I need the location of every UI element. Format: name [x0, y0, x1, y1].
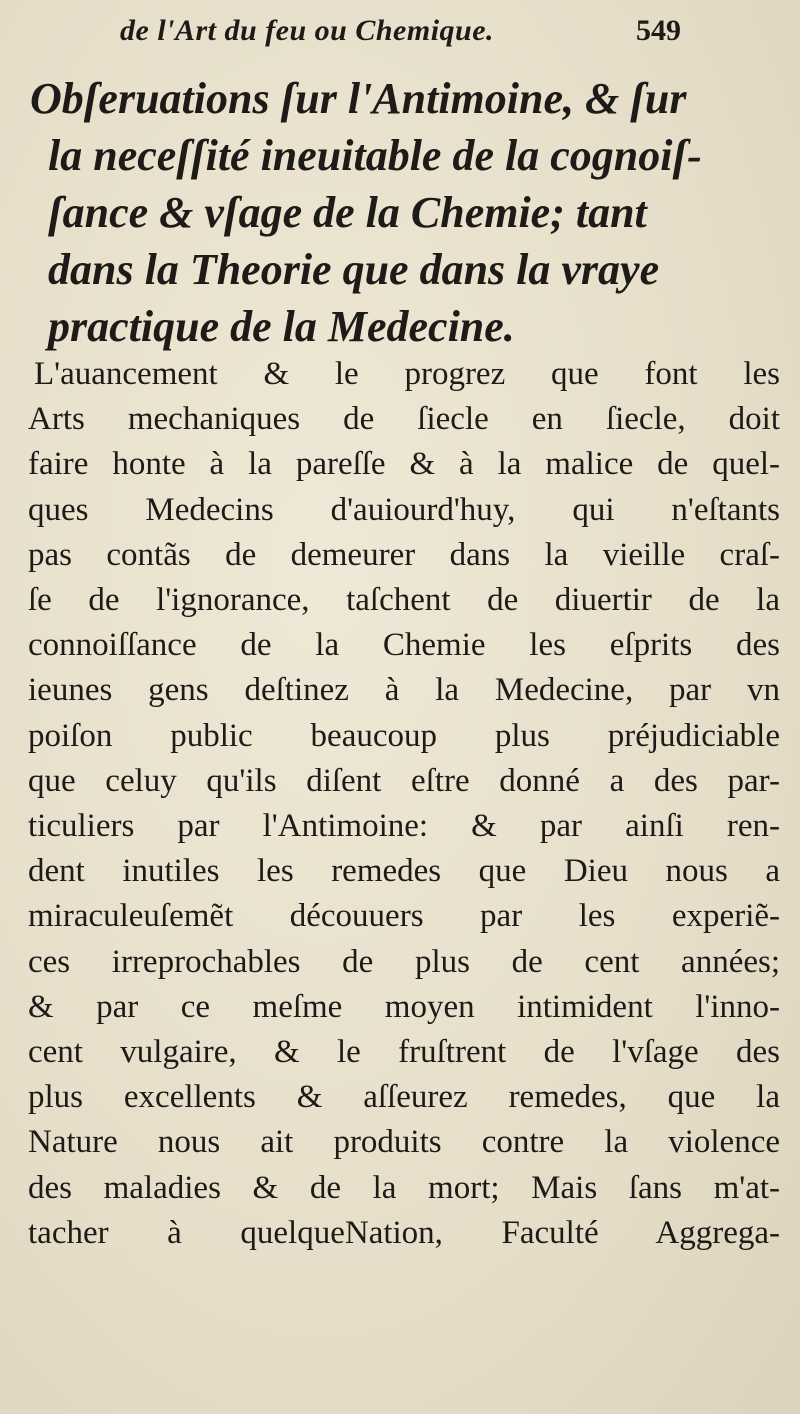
text-line: Nature nous ait produits contre la violence [28, 1124, 780, 1161]
heading-line: dans la Theorie que dans la vraye [48, 245, 660, 294]
text-line: ques Medecins d'auiourd'huy, qui n'eſtants [28, 491, 780, 528]
heading-line: practique de la Medecine. [48, 302, 515, 351]
text-line: Arts mechaniques de ſiecle en ſiecle, doit [28, 401, 780, 438]
text-line: ieunes gens deſtinez à la Medecine, par vn [28, 672, 780, 709]
body-paragraph [28, 352, 780, 1256]
text-line: plus excellents & aſſeurez remedes, que la [28, 1079, 780, 1116]
page-number: 549 [636, 14, 681, 47]
text-line: miraculeuſemẽt découuers par les experiẽ- [28, 898, 780, 935]
text-line: connoiſſance de la Chemie les eſprits des [28, 627, 780, 664]
running-title: de l'Art du feu ou Chemique. [120, 14, 495, 47]
heading-line: ſance & vſage de la Chemie; tant [48, 188, 647, 237]
text-line: ticuliers par l'Antimoine: & par ainſi ren- [28, 808, 780, 845]
text-line: des maladies & de la mort; Mais ſans m'at- [28, 1169, 780, 1206]
text-line: L'auancement & le progrez que font les [34, 356, 780, 392]
text-line: & par ce meſme moyen intimident l'inno- [28, 988, 780, 1025]
text-line: pas contãs de demeurer dans la vieille craſ- [28, 536, 780, 573]
text-line: dent inutiles les remedes que Dieu nous a [28, 853, 780, 890]
heading-line: Obſeruations ſur l'Antimoine, & ſur [30, 74, 687, 123]
text-line: tacher à quelqueNation, Faculté Aggrega- [28, 1214, 780, 1251]
heading-line: la neceſſité ineuitable de la cognoiſ- [48, 131, 702, 180]
text-line: faire honte à la pareſſe & à la malice de quel- [28, 446, 780, 483]
text-line: ces irreprochables de plus de cent années; [28, 943, 780, 980]
text-line: poiſon public beaucoup plus préjudiciable [28, 717, 780, 754]
text-line: ſe de l'ignorance, taſchent de diuertir de la [28, 582, 780, 619]
text-line: cent vulgaire, & le fruſtrent de l'vſage des [28, 1034, 780, 1071]
text-line: que celuy qu'ils diſent eſtre donné a des par- [28, 762, 780, 799]
page-header [0, 14, 800, 54]
section-heading [30, 70, 770, 355]
bottom-margin [0, 1280, 800, 1414]
